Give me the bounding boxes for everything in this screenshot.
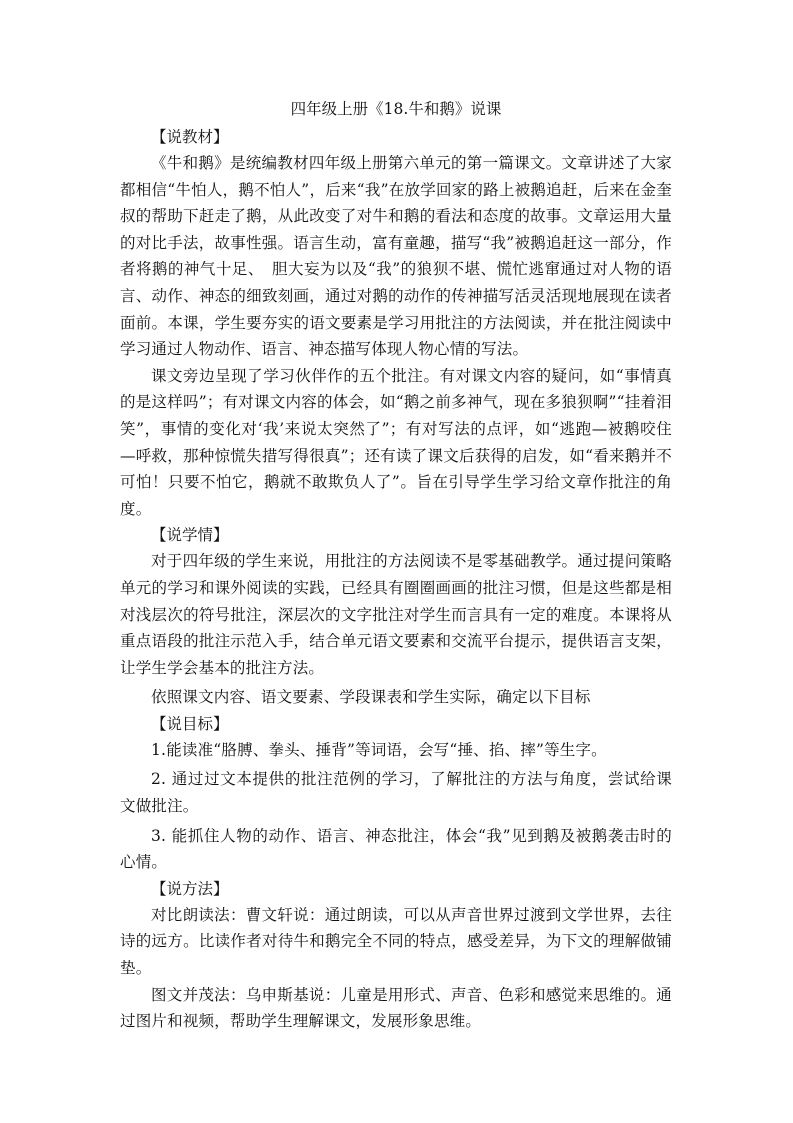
section-heading-textbook: 【说教材】 — [151, 128, 229, 146]
section-heading-goals: 【说目标】 — [151, 714, 229, 733]
paragraph-students-2: 依照课文内容、语文要素、学段课表和学生实际，确定以下目标 — [151, 688, 591, 707]
document-title: 四年级上册《18.牛和鹅》说课 — [290, 100, 502, 118]
paragraph-textbook-2: 课文旁边呈现了学习伙伴作的五个批注。有对课文内容的疑问，如“事情真的是这样吗”；有对课文内容的体会，如“鹅之前多神气，现在多狼狈啊”“挂着泪笑”，事情的变化对‘我’来说太突然了”；有对写法的点评，如“逃跑—被鹅咬住—呼救，那种惊慌失措写得很真”；还有读了课文后获得的启发，如“看来鹅并不可怕！只要不怕它，鹅就不敢欺负人了”。旨在引导学生学习给文章作批注的角度。 — [120, 366, 672, 518]
paragraph-textbook-1: 《牛和鹅》是统编教材四年级上册第六单元的第一篇课文。文章讲述了大家都相信“牛怕人，鹅不怕人”，后来“我”在放学回家的路上被鹅追赶，后来在金奎叔的帮助下赶走了鹅，从此改变了对牛和鹅的看法和态度的故事。文章运用大量的对比手法，故事性强。语言生动，富有童趣，描写“我”被鹅追赶这一部分，作者将鹅的神气十足、 胆大妄为以及“我”的狼狈不堪、慌忙逃窜通过对人物的语言、动作、神态的细致刻画，通过对鹅的动作的传神描写活灵活现地展现在读者面前。本课，学生要夯实的语文要素是学习用批注的方法阅读，并在批注阅读中学习通过人物动作、语言、神态描写体现人物心情的写法。 — [120, 154, 672, 359]
section-heading-students: 【说学情】 — [151, 526, 229, 545]
method-item-2: 图文并茂法：乌申斯基说：儿童是用形式、声音、色彩和感觉来思维的。通过图片和视频，帮助学生理解课文，发展形象思维。 — [120, 985, 672, 1031]
goal-item-3: 3. 能抓住人物的动作、语言、神态批注，体会“我”见到鹅及被鹅袭击时的心情。 — [120, 826, 672, 872]
method-item-1: 对比朗读法：曹文轩说：通过朗读，可以从声音世界过渡到文学世界，去往诗的远方。比读作者对待牛和鹅完全不同的特点，感受差异，为下文的理解做铺垫。 — [120, 905, 672, 978]
goal-item-2: 2. 通过过文本提供的批注范例的学习，了解批注的方法与角度，尝试给课文做批注。 — [120, 770, 672, 816]
document-page — [120, 96, 672, 1035]
goal-item-1: 1.能读准“胳膊、拳头、捶背”等词语，会写“捶、掐、摔”等生字。 — [151, 740, 607, 759]
section-heading-methods: 【说方法】 — [151, 879, 229, 898]
paragraph-students-1: 对于四年级的学生来说，用批注的方法阅读不是零基础教学。通过提问策略单元的学习和课外阅读的实践，已经具有圈圈画画的批注习惯，但是这些都是相对浅层次的符号批注，深层次的文字批注对学生而言具有一定的难度。本课将从重点语段的批注示范入手，结合单元语文要素和交流平台提示，提供语言支架，让学生学会基本的批注方法。 — [120, 552, 672, 677]
